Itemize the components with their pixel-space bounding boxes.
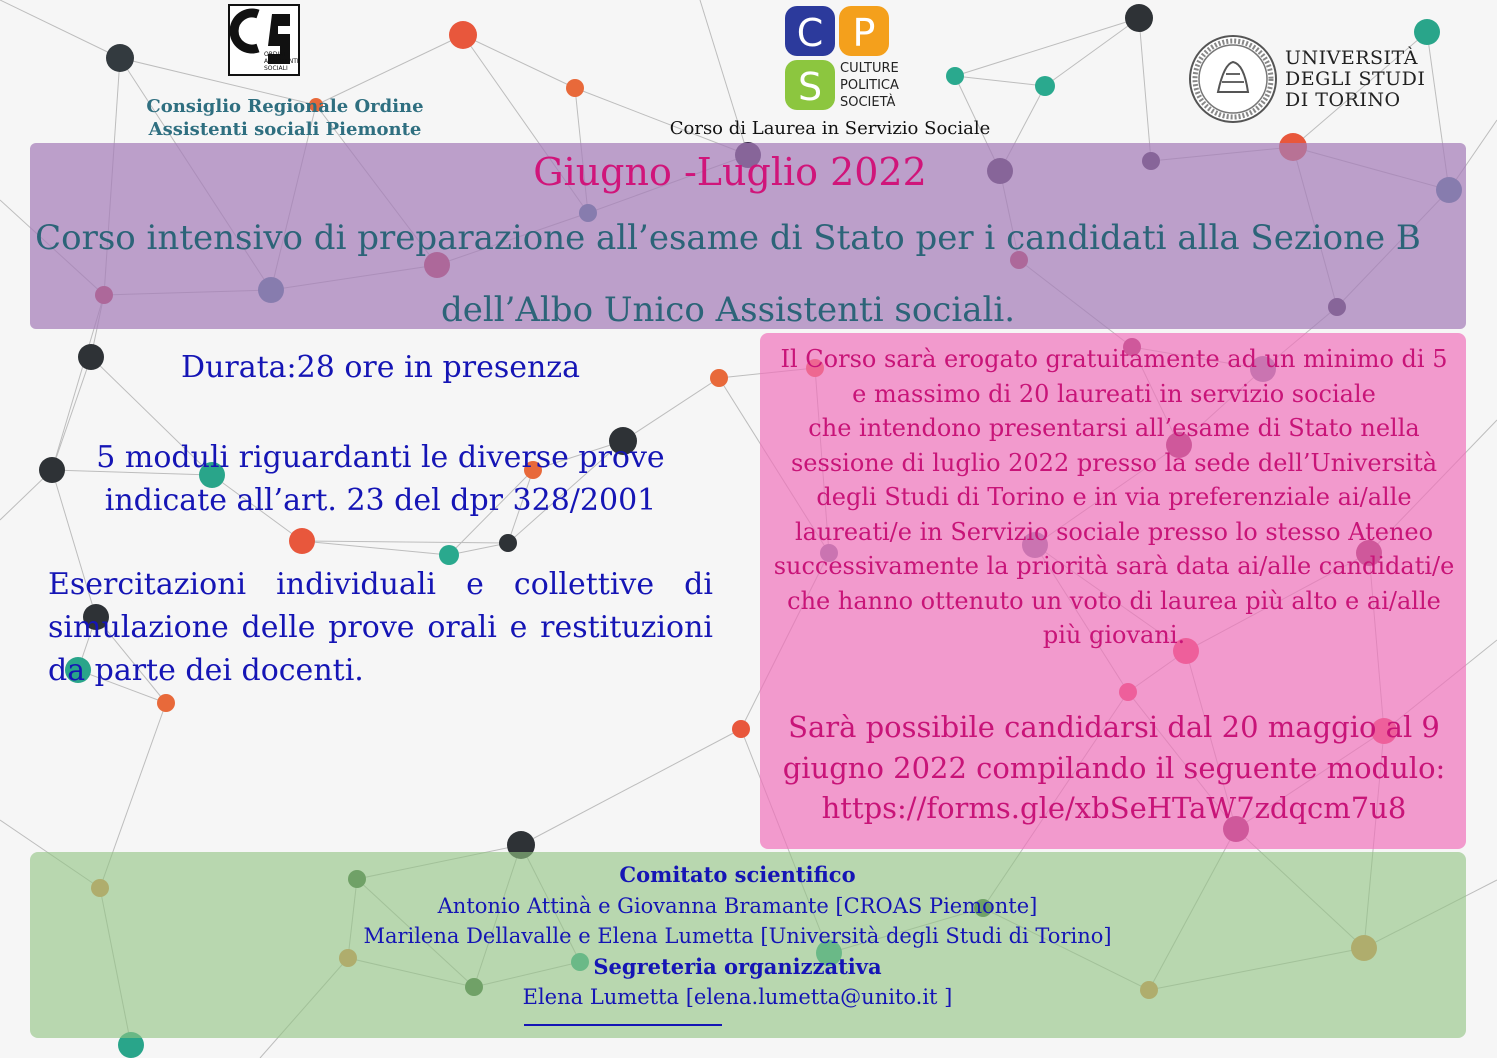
cps-word-culture: CULTURE [840, 61, 899, 76]
network-node [732, 720, 750, 738]
network-node [566, 79, 584, 97]
network-link [955, 76, 1045, 86]
header-title-line2: dell’Albo Unico Assistenti sociali. [440, 290, 1016, 330]
cps-letter-s: S [797, 65, 823, 109]
network-link [0, 0, 120, 58]
application-link[interactable]: https://forms.gle/xbSeHTaW7zdqcm7u8 [821, 791, 1407, 825]
cps-letter-c: C [796, 11, 824, 55]
cps-letter-p: P [852, 11, 876, 55]
svg-text:ORDINE: ORDINE [264, 51, 288, 58]
course-duration: Durata:28 ore in presenza [181, 350, 580, 385]
secretariat-heading: Segreteria organizzativa [593, 953, 882, 979]
unito-line2: DEGLI STUDI [1285, 68, 1426, 90]
contact-underline [524, 1024, 722, 1026]
committee-heading: Comitato scientifico [619, 862, 856, 887]
committee-line2: Marilena Dellavalle e Elena Lumetta [Università degli Studi di Torino] [363, 924, 1112, 948]
croas-logo [228, 4, 300, 76]
network-node [1414, 19, 1440, 45]
header-title-line1: Corso intensivo di preparazione all’esame di Stato per i candidati alla Sezione B [35, 218, 1421, 258]
info-line1: Il Corso sarà erogato gratuitamente ad un minimo di 5 e massimo di 20 laureati in servizio sociale [780, 345, 1448, 408]
footer-credits [330, 860, 1145, 1013]
network-link [302, 541, 508, 543]
course-modules: 5 moduli riguardanti le diverse prove indicate all’art. 23 del dpr 328/2001 [96, 440, 665, 518]
network-node [106, 44, 134, 72]
network-link [521, 729, 741, 845]
info-text [772, 342, 1456, 653]
application-info [772, 707, 1456, 829]
croas-name-line1: Consiglio Regionale Ordine [146, 96, 424, 117]
info-line2: che intendono presentarsi all’esame di Stato nella sessione di luglio 2022 presso la sede dell’Università degli Studi di Torino e in via preferenziale ai/alle laureati/e in Servizio sociale presso lo stesso Ateneo [790, 414, 1438, 546]
svg-text:ASSISTENTI: ASSISTENTI [264, 58, 299, 65]
network-link [463, 35, 575, 88]
cps-course-name: Corso di Laurea in Servizio Sociale [669, 118, 991, 139]
cps-logo [783, 4, 899, 110]
network-link [955, 18, 1139, 76]
network-node [157, 694, 175, 712]
croas-name-line2: Assistenti sociali Piemonte [148, 119, 422, 140]
committee-line1: Antonio Attinà e Giovanna Bramante [CROAS Piemonte] [437, 893, 1038, 918]
network-node [449, 21, 477, 49]
secretariat-contact[interactable]: Elena Lumetta [elena.lumetta@unito.it ] [522, 985, 953, 1009]
network-node [289, 528, 315, 554]
header-date: Giugno -Luglio 2022 [533, 150, 927, 194]
network-node [1125, 4, 1153, 32]
unito-seal-icon [1188, 34, 1278, 124]
network-node [499, 534, 517, 552]
info-line3: successivamente la priorità sarà data ai/alle candidati/e che hanno ottenuto un voto di laurea più alto e ai/alle più giovani. [773, 552, 1455, 649]
unito-line3: DI TORINO [1285, 89, 1401, 111]
cps-word-societa: SOCIETÀ [840, 95, 896, 110]
croas-name [140, 95, 430, 141]
network-node [439, 545, 459, 565]
header-title [30, 202, 1426, 346]
cps-word-politica: POLITICA [840, 78, 899, 93]
network-node [1035, 76, 1055, 96]
course-exercises: Esercitazioni individuali e collettive di simulazione delle prove orali e restituzioni da parte dei docenti. [48, 567, 713, 688]
unito-line1: UNIVERSITÀ [1285, 47, 1418, 69]
application-text: Sarà possibile candidarsi dal 20 maggio al 9 giugno 2022 compilando il seguente modulo: [782, 710, 1446, 785]
network-link [302, 541, 449, 555]
network-node [946, 67, 964, 85]
network-link [1045, 18, 1139, 86]
svg-text:SOCIALI: SOCIALI [264, 65, 288, 72]
network-link [1139, 18, 1151, 161]
network-link [623, 378, 719, 441]
unito-name [1285, 48, 1455, 111]
